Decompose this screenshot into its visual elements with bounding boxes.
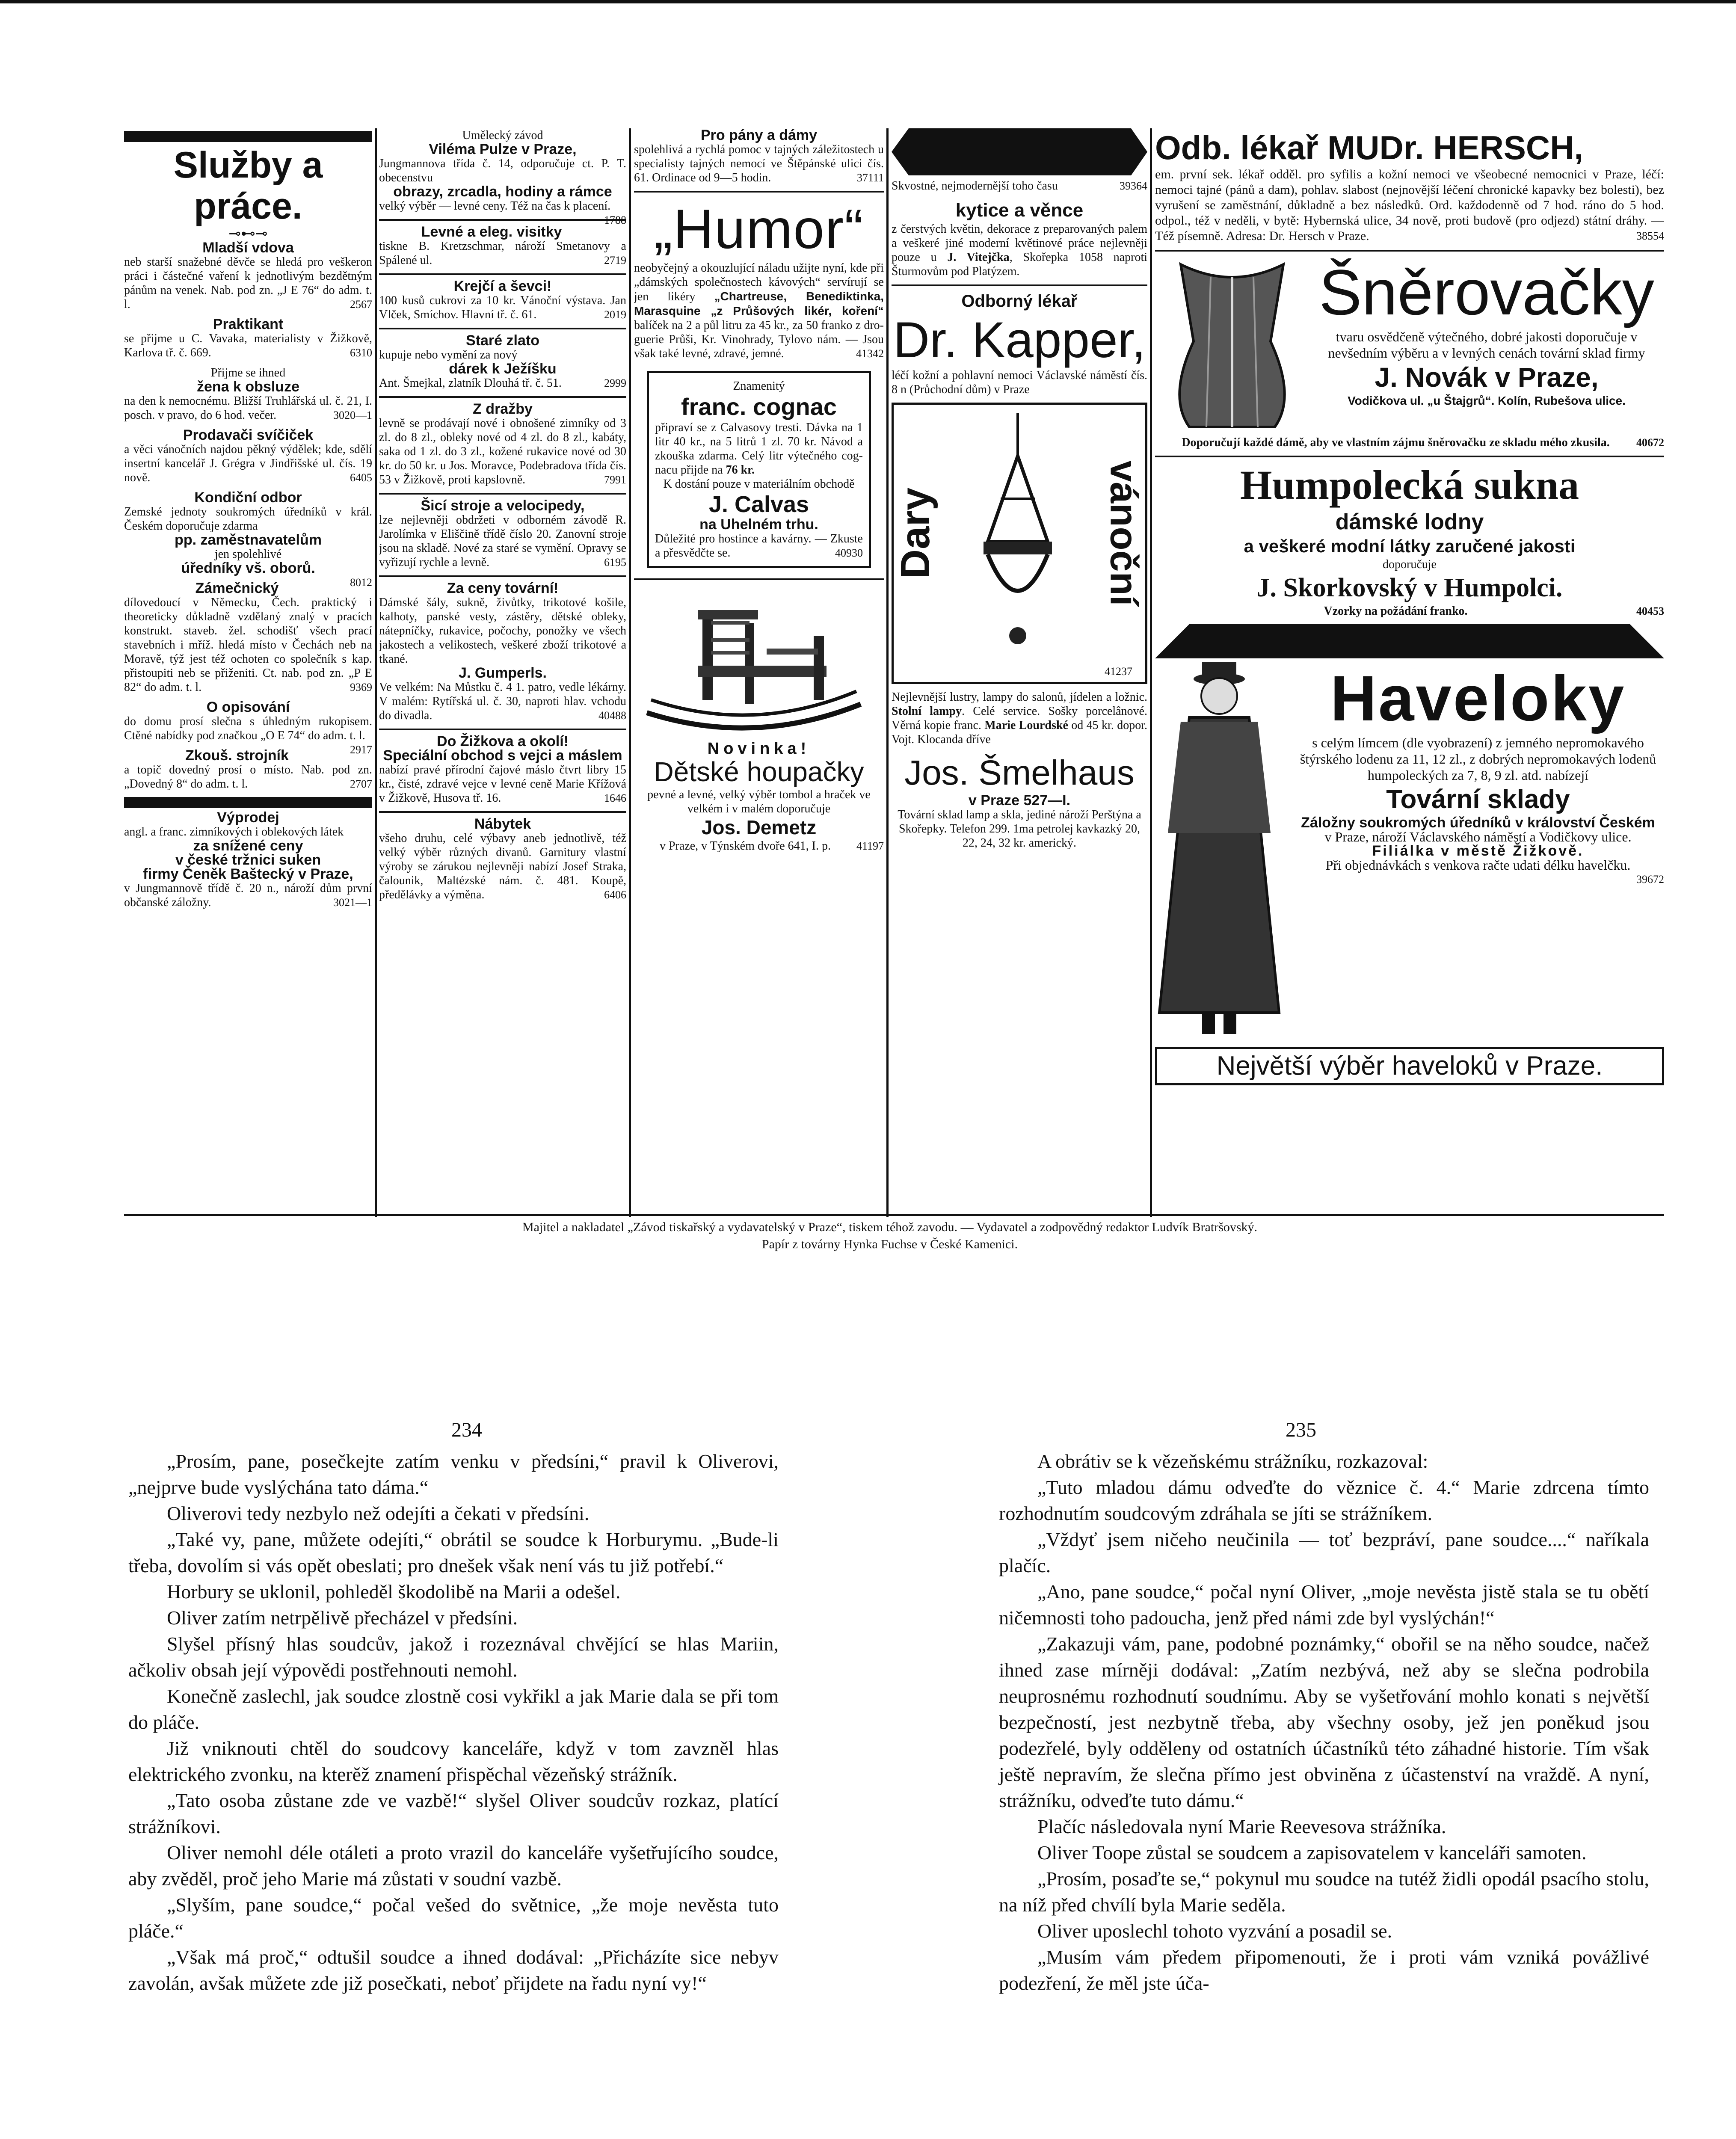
paper-line: Papír z továrny Hynka Fuchse v České Kamenici. <box>761 1237 1018 1251</box>
ad-text: angl. a franc. zimníkových i oblekových látek <box>124 825 344 838</box>
classified-ad <box>892 690 1147 747</box>
ad-sub: úředníky vš. oborů. <box>181 560 315 576</box>
classified-ad <box>124 366 372 422</box>
modni-heading: a veškeré modní látky zaručené jakosti <box>1244 536 1576 556</box>
ad-column-services <box>124 128 372 1215</box>
classified-ad <box>124 749 372 791</box>
story-paragraph: „Zakazuji vám, pane, podobné poznámky,“ obořil se na něho soudce, načež ihned zase mírněji dodával: „Zatím nezbývá, než aby se slečna podrobila neuprosnému rozhodnutí soudnímu. Aby se vyšetřování mohlo konati s největší bezpečností, jest nezbytně třeba, aby všechny osoby, jež jen poněkud jsou podezřelé, byly odděleny od ostatních účastníků této záhadné historie. Tím však ještě nepravím, že slečna přímo jest obviněna z účastenství na vraždě. A nyní, strážníku, odveďte tuto dámu.“ <box>999 1633 1649 1811</box>
black-bar <box>124 797 372 808</box>
ad-number: 3020—1 <box>333 409 372 421</box>
divider <box>379 328 626 329</box>
ad-number: 2567 <box>350 298 372 311</box>
ad-number: 38554 <box>1636 230 1664 242</box>
ad-text: levně se prodávají nové i obnošené zimníky od 3 zl. do 8 zl., obleky nové od 4 zl. do 8 zl., kabáty, saka od 1 zl. do 3 zl., kožené rukavice nové od 30 kr. do 50 kr. u Jos. Moravce, Podebradova třída čís. 53 v Žižkově, proti kapslovně. <box>379 417 626 486</box>
classified-ad <box>379 402 626 487</box>
ad-text: Jungmannova třída č. 14, odporučuje ct. P. T. obecenstvu <box>379 157 626 184</box>
classified-ad <box>124 317 372 360</box>
kapper-heading: Dr. Kapper, <box>893 312 1146 368</box>
ad-text: v Jungmannově třídě č. 20 n., nároží dům první občanské záložny. <box>124 882 372 909</box>
ad-number: 41237 <box>1105 665 1132 678</box>
ad-heading: Staré zlato <box>466 332 539 349</box>
story-paragraph: „Prosím, posaďte se,“ pokynul mu soudce na tutéž židli opodál psacího stolu, na níž před chvílí byla Marie seděla. <box>999 1868 1649 1916</box>
divider <box>379 396 626 398</box>
ad-number: 39364 <box>1120 180 1147 192</box>
story-paragraph: „Prosím, pane, posečkejte zatím venku v předsíni,“ pravil k Oliverovi, „nejprve bude vyslýchána tato dáma.“ <box>128 1450 779 1498</box>
classified-ad <box>1155 604 1664 618</box>
ad-sub: obrazy, zrcadla, hodiny a rámce <box>393 184 612 200</box>
ad-heading: Krejčí a ševci! <box>453 278 552 294</box>
story-paragraph: „Také vy, pane, můžete odejíti,“ obrátil se soudce k Horburymu. „Bude-li třeba, dovolím si vás opět obeslati; pro dnešek však není vás tu již potřebí.“ <box>128 1529 779 1576</box>
ad-text: velký výběr — levné ceny. Též na čas k placení. <box>379 199 611 213</box>
story-paragraph: Oliverovi tedy nezbylo než odejíti a čekati v předsíni. <box>167 1502 590 1524</box>
ad-number: 9369 <box>350 681 372 693</box>
ad-text: od 45 kr. dopor. Vojt. Klocanda dříve <box>892 719 1147 746</box>
classified-ad <box>379 225 626 267</box>
imprint-line: Majitel a nakladatel „Závod tiskařský a vydavatelský v Praze“, tiskem téhož zavodu. — Vydavatel a zodpovědný redaktor Ludvík Bratršovský. <box>522 1220 1258 1234</box>
ad-text: Důležité pro hostince a kavárny. — Zkuste a přesvědčte se. <box>655 532 863 560</box>
classified-ad <box>1155 167 1664 244</box>
ad-number: 2719 <box>604 254 626 267</box>
ad-text: a topič dovedný prosí o místo. Nab. pod zn. „Dovedný 8“ do adm. t. l. <box>124 763 372 791</box>
corset-text <box>1309 256 1664 436</box>
divider <box>1155 250 1664 252</box>
dary-label: Dary <box>892 487 939 579</box>
ad-text: balíček na 2 a půl litru za 45 kr., za 50 franko z droguerie Průši, Kr. Vinohrady, Tylovo nám. — Jsou však také levné, zdravé, jemné. <box>634 319 884 360</box>
ad-heading: Zámečnický <box>195 580 279 596</box>
hersch-heading: Odb. lékař MUDr. HERSCH, <box>1155 129 1584 166</box>
ad-heading: Nábytek <box>474 816 531 832</box>
divider <box>634 578 884 580</box>
haveloky-text <box>1283 662 1664 1047</box>
ad-text: lze nejlevněji obdržeti v odborném závodě R. Jarolímka v Eliščině třídě číslo 20. Zanovní stroje jsou na skladě. Nové za staré se vymění. Opravy se vyřizují rychle a levně. <box>379 513 626 569</box>
classified-ad <box>634 261 884 361</box>
ad-number: 40488 <box>598 709 626 722</box>
ad-price: 76 kr. <box>726 463 755 477</box>
ad-column-2 <box>379 128 626 1215</box>
ad-address: na Uhelném trhu. <box>699 516 818 533</box>
humpolecka-heading: Humpolecká sukna <box>1240 462 1579 508</box>
story-paragraph: „Slyším, pane soudce,“ počal vešed do světnice, „že moje nevěsta tuto pláče.“ <box>128 1894 779 1942</box>
ad-column-4 <box>892 128 1147 1215</box>
ad-number: 40930 <box>835 547 863 559</box>
ad-number: 41342 <box>856 347 884 360</box>
chandelier-illustration <box>958 413 1078 653</box>
story-paragraph: Oliver uposlechl tohoto vyzvání a posadil se. <box>1037 1920 1392 1942</box>
ad-text: Doporučují každé dámě, aby ve vlastním zájmu šněrovačku ze skladu mého zkusila. <box>1182 436 1610 449</box>
classified-ad <box>379 817 626 902</box>
ad-sub: Marie Lourdské <box>984 719 1068 732</box>
ad-pre: Přijme se ihned <box>210 366 286 379</box>
ad-name: J. Calvas <box>708 492 809 517</box>
banner-shape <box>1155 624 1664 658</box>
ad-text: Ant. Šmejkal, zlatník Dlouhá tř. č. 51. <box>379 376 562 390</box>
ad-number: 8012 <box>350 576 372 589</box>
ad-text: , Skořepka 1058 naproti Šturmovům pod Platýzem. <box>892 251 1147 278</box>
ad-text: do domu prosí slečna s úhledným rukopisem. Ctěné nabídky pod značkou „O E 74“ do adm. t. l. <box>124 715 372 742</box>
left-page-number: 234 <box>451 1419 482 1441</box>
filialka-heading: Filiálka v městě Žižkově. <box>1372 843 1584 859</box>
classified-ad <box>124 581 372 694</box>
ad-sub: firmy Čeněk Baštecký v Praze, <box>143 866 353 882</box>
ad-text: Tovární sklad lamp a skla, jediné nároží Perštýna a Skořepky. Telefon 299. 1ma petrolej kavkazký 20, 22, 24, 32 kr. americký. <box>898 808 1141 850</box>
story-paragraph: „Však má proč,“ odtušil soudce a ihned dodával: „Přicházíte sice nebyv zavolán, avšak můžete zde již posečkati, neboť přijdete na řadu nyní vy!“ <box>128 1946 779 1994</box>
story-paragraph: Oliver zatím netrpělivě přecházel v předsíni. <box>167 1607 518 1629</box>
ad-text: dílovedoucí v Německu, Čech. praktický i theoreticky důkladně vzdělaný znalý v pracích konstrukt. staveb. žel. schodišť všech prací stavebních i mříž. hledá místo v Čechách neb na Moravě, týž jest též ochoten co společník s kap. přistoupiti neb se přiženiti. Ct. nab. pod zn. „P E 82“ do adm. t. l. <box>124 596 372 694</box>
ad-text: tvaru osvědčeně výtečného, dobré jakosti doporučuje v nevšedním výběru a v levných cenách tovární sklad firmy <box>1328 329 1645 361</box>
classified-ad <box>892 368 1147 397</box>
classified-ad <box>379 735 626 805</box>
ad-number: 40672 <box>1636 436 1664 449</box>
lodny-heading: dámské lodny <box>1335 510 1484 534</box>
divider <box>379 811 626 813</box>
ad-heading: O opisování <box>206 699 290 715</box>
ad-sub: J. Gumperls. <box>459 665 547 681</box>
ad-text: léčí kožní a pohlavní nemoci Václavské náměstí čís. 8 n (Průchodní dům) v Praze <box>892 369 1147 396</box>
story-paragraph: Slyšel přísný hlas soudcův, jakož i rozeznával chvějící se hlas Mariin, ačkoliv obsah její výpovědi postřehnouti nemohl. <box>128 1633 779 1681</box>
snerovacky-heading: Šněrovačky <box>1319 256 1654 328</box>
column-rule <box>1150 128 1152 1217</box>
story-paragraph: Plačíc následovala nyní Marie Reevesova strážníka. <box>1037 1816 1446 1837</box>
ad-text: všeho druhu, celé výbavy aneb jednotlivě, též velký výběr různých divanů. Garnitury vlastní výroby se zárukou nejlevněji nabízí Josef Straka, čalounik, Maltézské nám. č. 481. Koupě, předělávky a výměna. <box>379 832 626 901</box>
ad-heading: Levné a eleg. visitky <box>421 224 562 240</box>
divider <box>379 493 626 495</box>
story-paragraph: Konečně zaslechl, jak soudce zlostně cosi vykřikl a jak Marie dala se při tom do pláče. <box>128 1685 779 1733</box>
classified-ad <box>379 128 626 226</box>
ad-text: Nejlevnější lustry, lampy do salonů, jídelen a ložnic. <box>892 690 1147 704</box>
story-paragraph: „Tuto mladou dámu odveďte do věznice č. 4.“ Marie zdrcena tímto rozhodnutím soudcovým zdráhala se jíti se strážníkem. <box>999 1476 1649 1524</box>
ad-heading: Viléma Pulze v Praze, <box>429 141 577 157</box>
ad-name: Jos. Demetz <box>701 816 817 838</box>
vanocni-label: vánoční <box>1102 460 1145 606</box>
divider <box>634 191 884 193</box>
classified-ad <box>634 128 884 185</box>
ad-sub: dárek k Ježíšku <box>449 361 557 377</box>
ad-heading: franc. cognac <box>681 393 837 420</box>
ad-heading: Prodavači svíčiček <box>183 427 314 443</box>
houpacky-heading: Dětské houpačky <box>654 756 864 787</box>
ad-text: Ve velkém: Na Můstku č. 4 1. patro, vedle lékárny. V malém: Rytířská ul. č. 30, naproti hlav. vchodu do divadla. <box>379 681 626 722</box>
story-paragraph: A obrátiv se k vězeňskému strážníku, rozkazoval: <box>1037 1450 1428 1472</box>
ad-sub: za snížené ceny <box>193 838 303 854</box>
ad-text: kupuje nebo vymění za nový <box>379 348 518 361</box>
ad-number: 2999 <box>604 377 626 389</box>
ad-heading: Výprodej <box>217 809 279 826</box>
coat-figure-illustration <box>1155 662 1283 1047</box>
ad-heading: Za ceny tovární! <box>447 580 559 596</box>
banner-shape <box>892 128 1147 175</box>
corset-illustration <box>1155 256 1309 436</box>
zalozny-heading: Záložny soukromých úředníků v království Českém <box>1301 815 1655 831</box>
dary-wrap <box>892 430 939 636</box>
classified-ad <box>124 428 372 485</box>
ad-text: Zemské jednoty soukromých úředníků v král. Českém doporučuje zdarma <box>124 505 372 533</box>
ad-heading: Kondiční odbor <box>194 489 302 506</box>
ad-number: 6405 <box>350 471 372 484</box>
ad-sub: Speciální obchod s vejci a máslem <box>383 747 622 764</box>
divider <box>379 575 626 577</box>
classified-ad <box>892 179 1147 193</box>
ad-number: 1788 <box>604 214 626 226</box>
ad-name: J. Novák v Praze, <box>1375 362 1599 393</box>
ad-number: 2019 <box>604 308 626 321</box>
ad-sub: pp. zaměstnavatelům <box>175 532 322 548</box>
column-rule <box>629 128 631 1217</box>
ad-text: neb starší snažebné děvče se hledá pro veškeron práci i částečné vaření k jednotlivým bezdětným pánům na venek. Nab. pod zn. „J E 76“ do adm. t. l. <box>124 255 372 311</box>
classified-ad <box>892 808 1147 850</box>
divider <box>379 729 626 730</box>
rocking-horse-illustration <box>634 584 874 738</box>
classified-ad <box>124 241 372 311</box>
story-paragraph: Horbury se uklonil, pohleděl škodolibě na Marii a odešel. <box>167 1581 621 1603</box>
story-paragraph: Oliver Toope zůstal se soudcem a zapisovatelem v kanceláři samoten. <box>1037 1842 1587 1863</box>
ad-pre: Umělecký závod <box>462 129 543 142</box>
ad-number: 6195 <box>604 556 626 569</box>
ad-heading: Zkouš. strojník <box>185 747 289 764</box>
right-page-text <box>999 1448 1649 1996</box>
classified-ad <box>379 499 626 569</box>
ad-text: . Celé service. Sošky porcelânové. Věrná kopie franc. <box>892 705 1147 732</box>
column-rule <box>886 128 889 1217</box>
ad-sub: „Chartreuse, Benediktinka, Marasquine „z Průšových likér, koření“ <box>634 290 884 317</box>
ad-text: z čerstvých květin, dekorace z preparovaných palem a veškeré jiné moderní květinové práce nejlevněji pouze u <box>892 222 1147 264</box>
ad-number: 37111 <box>856 172 884 184</box>
ad-name: J. Vitejčka <box>947 251 1010 264</box>
left-page-text <box>128 1448 779 1996</box>
ad-number: 41197 <box>856 840 884 852</box>
ad-text: neobyčejný a okouzlující náladu užijte nyní, kde při „dámských společnostech kávových“ servírují se jen likéry <box>634 261 884 303</box>
nejvetsi-box: Největší výběr haveloků v Praze. <box>1155 1047 1664 1085</box>
ad-sub: v české tržnici suken <box>175 852 321 868</box>
humor-title: „Humor“ <box>654 198 864 260</box>
ad-address: v Praze, v Týnském dvoře 641, I. p. <box>659 839 831 853</box>
ad-number: 40453 <box>1636 605 1664 617</box>
ad-text: připraví se z Calvasovy tresti. Dávka na 1 litr 40 kr., na 5 litrů 1 zl. 70 kr. Návod a zkouška zdarma. Celý litr výtečného cognacu přijde na <box>655 421 863 477</box>
christmas-gifts-box <box>892 403 1147 684</box>
right-page-number: 235 <box>1286 1419 1316 1441</box>
classified-ad <box>124 811 372 910</box>
ad-text: Při objednávkách s venkova račte udati délku havelčku. <box>1325 857 1631 873</box>
ad-text: Skvostné, nejmodernější toho času <box>892 179 1058 193</box>
story-paragraph: „Vždyť jsem ničeho neučinila — toť bezpráví, pane soudce....“ naříkala plačíc. <box>999 1529 1649 1576</box>
ad-text: em. první sek. lékař odděl. pro syfilis a kožní nemoci ve všeobecné nemocnici v Praze, léčí: nemoci tajné (pánů a dam), pohlav. slabost (nejnovější léčení chronické kapavky bez bolesti), bez vyrušení se zaměstnání, důkladně a bez následků. Ord. každodenně od 7 hod. ráno do 5 hod. odpol., též v neděli, v bytě: Hybernská ulice, 34 nově, proti budově (pro odjezd) státní dráhy. — Též písemně. Adresa: Dr. Hersch v Praze. <box>1155 167 1664 243</box>
ad-sub: jen spolehlivé <box>214 548 282 561</box>
ad-text: Dámské šály, sukně, živůtky, trikotové košile, kalhoty, panské vesty, zástěry, dětské obleky, nátepníčky, rukavice, počochy, ponožky ve všech jakostech a velikostech, veškeré zboží trikotové a tkané. <box>379 596 626 666</box>
ad-text: a věci vánočních najdou pěkný výdělek; kde, sdělí insertní kancelář J. Grégra v Jindřišské ul. čís. 19 nově. <box>124 443 372 484</box>
section-title: Služby a práce. <box>173 145 323 227</box>
ad-heading: Šicí stroje a velocipedy, <box>421 498 585 514</box>
ad-text: s celým límcem (dle vyobrazení) z jemného nepromokavého štýrského lodenu za 11, 12 zl., z dobrých nepromokavých lodenů humpoleckých za 7, 8, 9 zl. atd. nabízejí <box>1300 735 1656 783</box>
black-bar <box>124 131 372 142</box>
ad-text: 100 kusů cukrovi za 10 kr. Vánoční výstava. Jan Vlček, Smíchov. Hlavní tř. č. 61. <box>379 294 626 321</box>
classified-ad <box>1155 436 1664 450</box>
ad-address: v Praze, nároží Václavského náměstí a Vodičkovy ulice. <box>1324 829 1632 844</box>
ad-text: K dostání pouze v materiálním obchodě <box>663 477 855 491</box>
ad-number: 1646 <box>604 792 626 804</box>
classified-ad <box>379 334 626 390</box>
classified-ad <box>379 279 626 322</box>
ad-number: 6406 <box>604 889 626 901</box>
divider <box>379 219 626 221</box>
classified-ad <box>892 222 1147 278</box>
ad-number: 39672 <box>1636 873 1664 886</box>
divider <box>1155 456 1664 457</box>
ad-heading: Pro pány a dámy <box>700 128 818 143</box>
ad-address: Vodičkova ul. „u Štajgrů“. Kolín, Rubešova ulice. <box>1348 394 1626 407</box>
novinka-label: Novinka! <box>707 740 811 758</box>
cognac-ad <box>647 371 871 568</box>
smelhaus-heading: Jos. Šmelhaus <box>904 753 1135 792</box>
ad-number: 2917 <box>350 744 372 756</box>
ornament: ⊸⊷⊸ <box>228 226 268 242</box>
story-paragraph: „Musím vám předem připomenouti, že i proti vám vzniká povážlivé podezření, že měl jste úča- <box>999 1946 1649 1994</box>
smelhaus-address: v Praze 527—I. <box>968 792 1071 809</box>
ad-text: Vzorky na požádání franko. <box>1324 604 1468 618</box>
classified-ad <box>634 788 884 853</box>
vanocni-wrap <box>1104 430 1143 636</box>
ad-text: se přijme u C. Vavaka, materialisty v Žižkově, Karlova tř. č. 669. <box>124 332 372 359</box>
ad-text: na den k nemocnému. Bližší Truhlářská ul. č. 21, I. posch. v pravo, do 6 hod. večer. <box>124 394 372 422</box>
odborny-heading: Odborný lékař <box>961 292 1078 311</box>
ad-sub: Stolní lampy <box>892 705 962 718</box>
story-paragraph: „Ano, pane soudce,“ počal nyní Oliver, „moje nevěsta jistě stala se tu obětí ničemnosti toho padoucha, jenž před námi zde byl vyslýchán!“ <box>999 1581 1649 1629</box>
story-paragraph: Oliver nemohl déle otáleti a proto vrazil do kanceláře vyšetřujícího soudce, aby zvěděl, proč jeho Marie má zůstati v soudní vazbě. <box>128 1842 779 1890</box>
classified-ad <box>379 581 626 723</box>
story-paragraph: Již vniknouti chtěl do soudcovy kanceláře, když v tom zavzněl hlas elektrického zvonku, na kterěž znamení přispěchal vězeňský strážník. <box>128 1737 779 1785</box>
ad-heading: Z dražby <box>473 401 533 417</box>
ad-text: tiskne B. Kretzschmar, nároží Smetanovy a Spálené ul. <box>379 240 626 267</box>
tovarni-heading: Tovární sklady <box>1386 785 1570 814</box>
ad-heading: žena k obsluze <box>197 379 299 395</box>
ad-number: 7991 <box>604 474 626 486</box>
column-rule <box>375 128 377 1217</box>
ad-heading: Mladší vdova <box>202 240 294 256</box>
divider <box>892 284 1147 286</box>
ad-pre: Znamenitý <box>733 379 785 393</box>
ad-number: 2707 <box>350 778 372 790</box>
ad-heading: Praktikant <box>213 316 284 332</box>
haveloky-ad <box>1155 662 1664 1047</box>
corset-ad <box>1155 256 1664 436</box>
ad-number: 6310 <box>350 347 372 359</box>
ad-text: pevné a levné, velký výběr tombol a hraček ve velkém i v malém doporučuje <box>647 788 871 815</box>
divider <box>379 273 626 275</box>
ad-heading: Do Žižkova a okolí! <box>437 733 569 750</box>
haveloky-heading: Haveloky <box>1330 662 1626 734</box>
ad-text: nabízí pravé přírodní čajové máslo čtvrt libry 15 kr., čisté, zdravé vejce v levné ceně Marie Křížová v Žižkově, Husova tř. 16. <box>379 763 626 805</box>
ad-text: doporučuje <box>1383 558 1437 571</box>
ad-column-3 <box>634 128 884 1215</box>
ad-text: spolehlivá a rychlá pomoc v tajných záležitostech u specialisty tajných nemocí ve Štěpánské ulici čís. 61. Ordinace od 9—5 hodin. <box>634 143 884 184</box>
story-paragraph: „Tato osoba zůstane zde ve vazbě!“ slyšel Oliver soudcův rozkaz, platící strážníkovi. <box>128 1789 779 1837</box>
ad-column-5 <box>1155 128 1664 1215</box>
skorkovsky-heading: J. Skorkovský v Humpolci. <box>1256 573 1563 602</box>
page-border-top <box>0 0 1736 3</box>
ad-number: 3021—1 <box>333 896 372 909</box>
kytice-heading: kytice a věnce <box>955 200 1084 221</box>
